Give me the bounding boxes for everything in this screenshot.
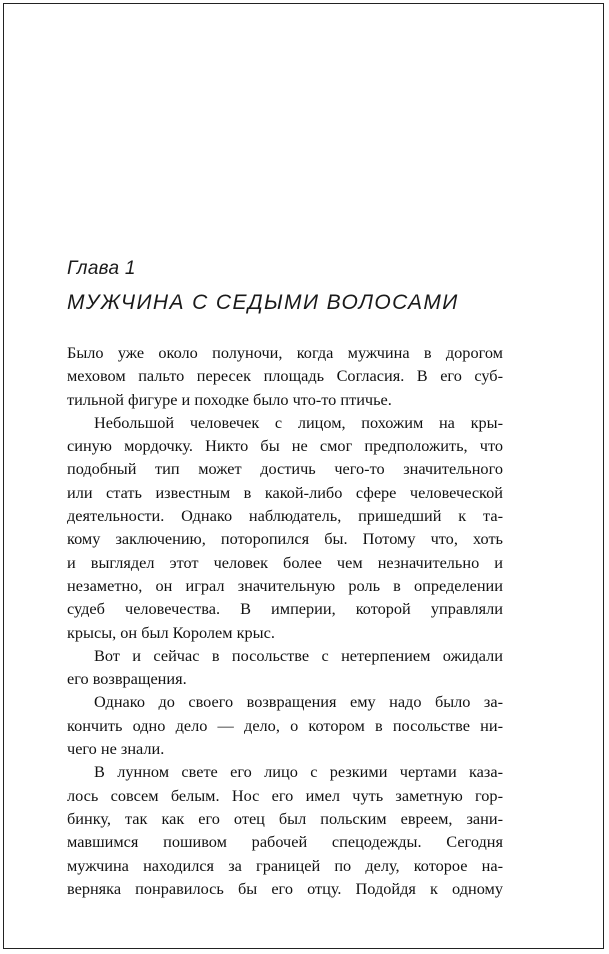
text-line: мужчина находился за границей по делу, которое на- xyxy=(67,855,503,875)
text-line: Небольшой человечек с лицом, похожим на кры- xyxy=(94,412,503,432)
text-line: лось совсем белым. Нос его имел чуть заметную гор- xyxy=(67,785,503,805)
text-line: чего не знали. xyxy=(67,739,165,759)
text-line: деятельности. Однако наблюдатель, пришедший к та- xyxy=(67,506,503,526)
text-line: В лунном свете его лицо с резкими чертами каза- xyxy=(94,762,503,782)
text-line: или стать известным в какой-либо сфере человеческой xyxy=(67,482,503,502)
text-line: меховом пальто пересек площадь Согласия. В его суб- xyxy=(67,366,503,386)
chapter-title: МУЖЧИНА С СЕДЫМИ ВОЛОСАМИ xyxy=(67,291,459,314)
text-line: синую мордочку. Никто бы не смог предположить, что xyxy=(67,436,503,456)
text-line: кому заключению, поторопился бы. Потому что, хоть xyxy=(67,529,503,549)
text-line: судеб человечества. В империи, которой управляли xyxy=(67,599,503,619)
book-page xyxy=(3,3,604,949)
text-line: подобный тип может достичь чего-то значительного xyxy=(67,459,503,479)
chapter-number: Глава 1 xyxy=(67,258,136,279)
text-line: тильной фигуре и походке было что-то птичье. xyxy=(67,389,392,409)
text-line: незаметно, он играл значительную роль в определении xyxy=(67,575,503,595)
text-line: крысы, он был Королем крыс. xyxy=(67,622,275,642)
text-line: его возвращения. xyxy=(67,669,187,689)
text-line: Вот и сейчас в посольстве с нетерпением ожидали xyxy=(94,645,503,665)
text-line: Было уже около полуночи, когда мужчина в дорогом xyxy=(67,343,503,362)
chapter-body xyxy=(67,341,503,900)
text-line: и выглядел этот человек более чем незначительно и xyxy=(67,552,503,572)
text-line: верняка понравилось бы его отцу. Подойдя к одному xyxy=(67,878,503,898)
text-line: кончить одно дело — дело, о котором в посольстве ни- xyxy=(67,715,503,735)
text-line: мавшимся пошивом рабочей спецодежды. Сегодня xyxy=(67,832,503,852)
text-line: Однако до своего возвращения ему надо было за- xyxy=(94,692,503,712)
text-line: бинку, так как его отец был польским евреем, зани- xyxy=(67,808,503,828)
